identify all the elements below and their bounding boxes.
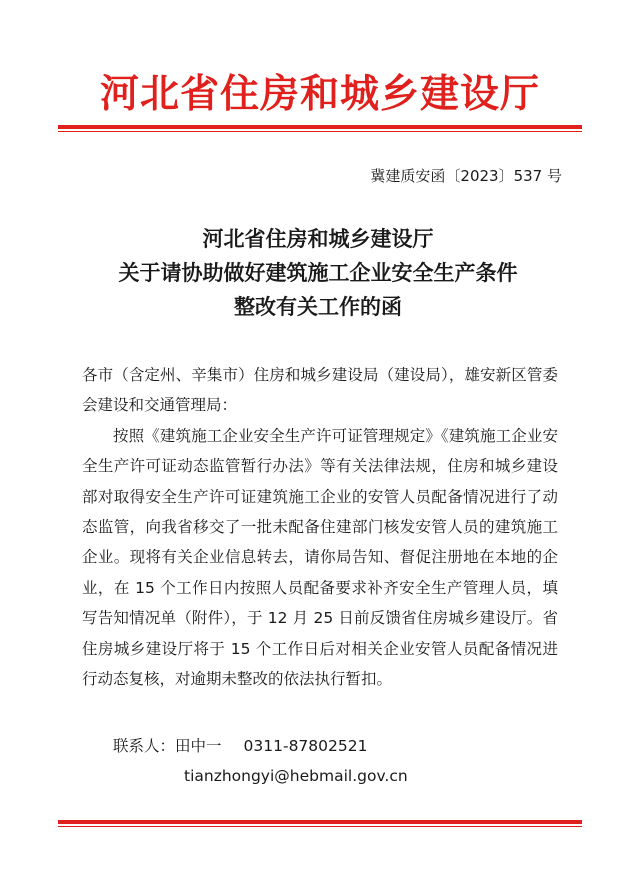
contact-line [113,731,408,761]
header-rule-thick [58,125,582,129]
contact-name: 田中一 [175,737,222,755]
title-line: 整改有关工作的函 [234,295,402,319]
document-number: 冀建质安函〔2023〕537 号 [370,167,562,185]
contact-label: 联系人： [113,737,176,755]
contact-block [113,731,408,791]
header-rule-thin [58,131,582,132]
body-paragraph: 按照《建筑施工企业安全生产许可证管理规定》《建筑施工企业安全生产许可证动态监管暂行办法》等有关法律法规，住房和城乡建设部对取得安全生产许可证建筑施工企业的安管人员配备情况进行了动态监管，向我省移交了一批未配备住建部门核发安管人员的建筑施工企业。现将有关企业信息转去，请你局告知、督促注册地在本地的企业，在 15 个工作日内按照人员配备要求补齐安全生产管理人员，填写告知情况单（附件），于 12 月 25 日前反馈省住房城乡建设厅。省住房城乡建设厅将于 15 个工作日后对相关企业安管人员配备情况进行动态复核，对逾期未整改的依法执行暂扣。 [82,426,558,689]
contact-email: tianzhongyi@hebmail.gov.cn [184,767,408,785]
salutation: 各市（含定州、辛集市）住房和城乡建设局（建设局），雄安新区管委会建设和交通管理局： [82,366,558,415]
contact-phone: 0311-87802521 [243,737,368,755]
title-line: 河北省住房和城乡建设厅 [202,227,434,251]
title-line: 关于请协助做好建筑施工企业安全生产条件 [118,261,518,285]
footer-rule-thick [58,820,582,824]
document-body [82,360,558,694]
footer-rule-thin [58,826,582,827]
org-header: 河北省住房和城乡建设厅 [99,71,540,117]
document-title [60,222,576,324]
